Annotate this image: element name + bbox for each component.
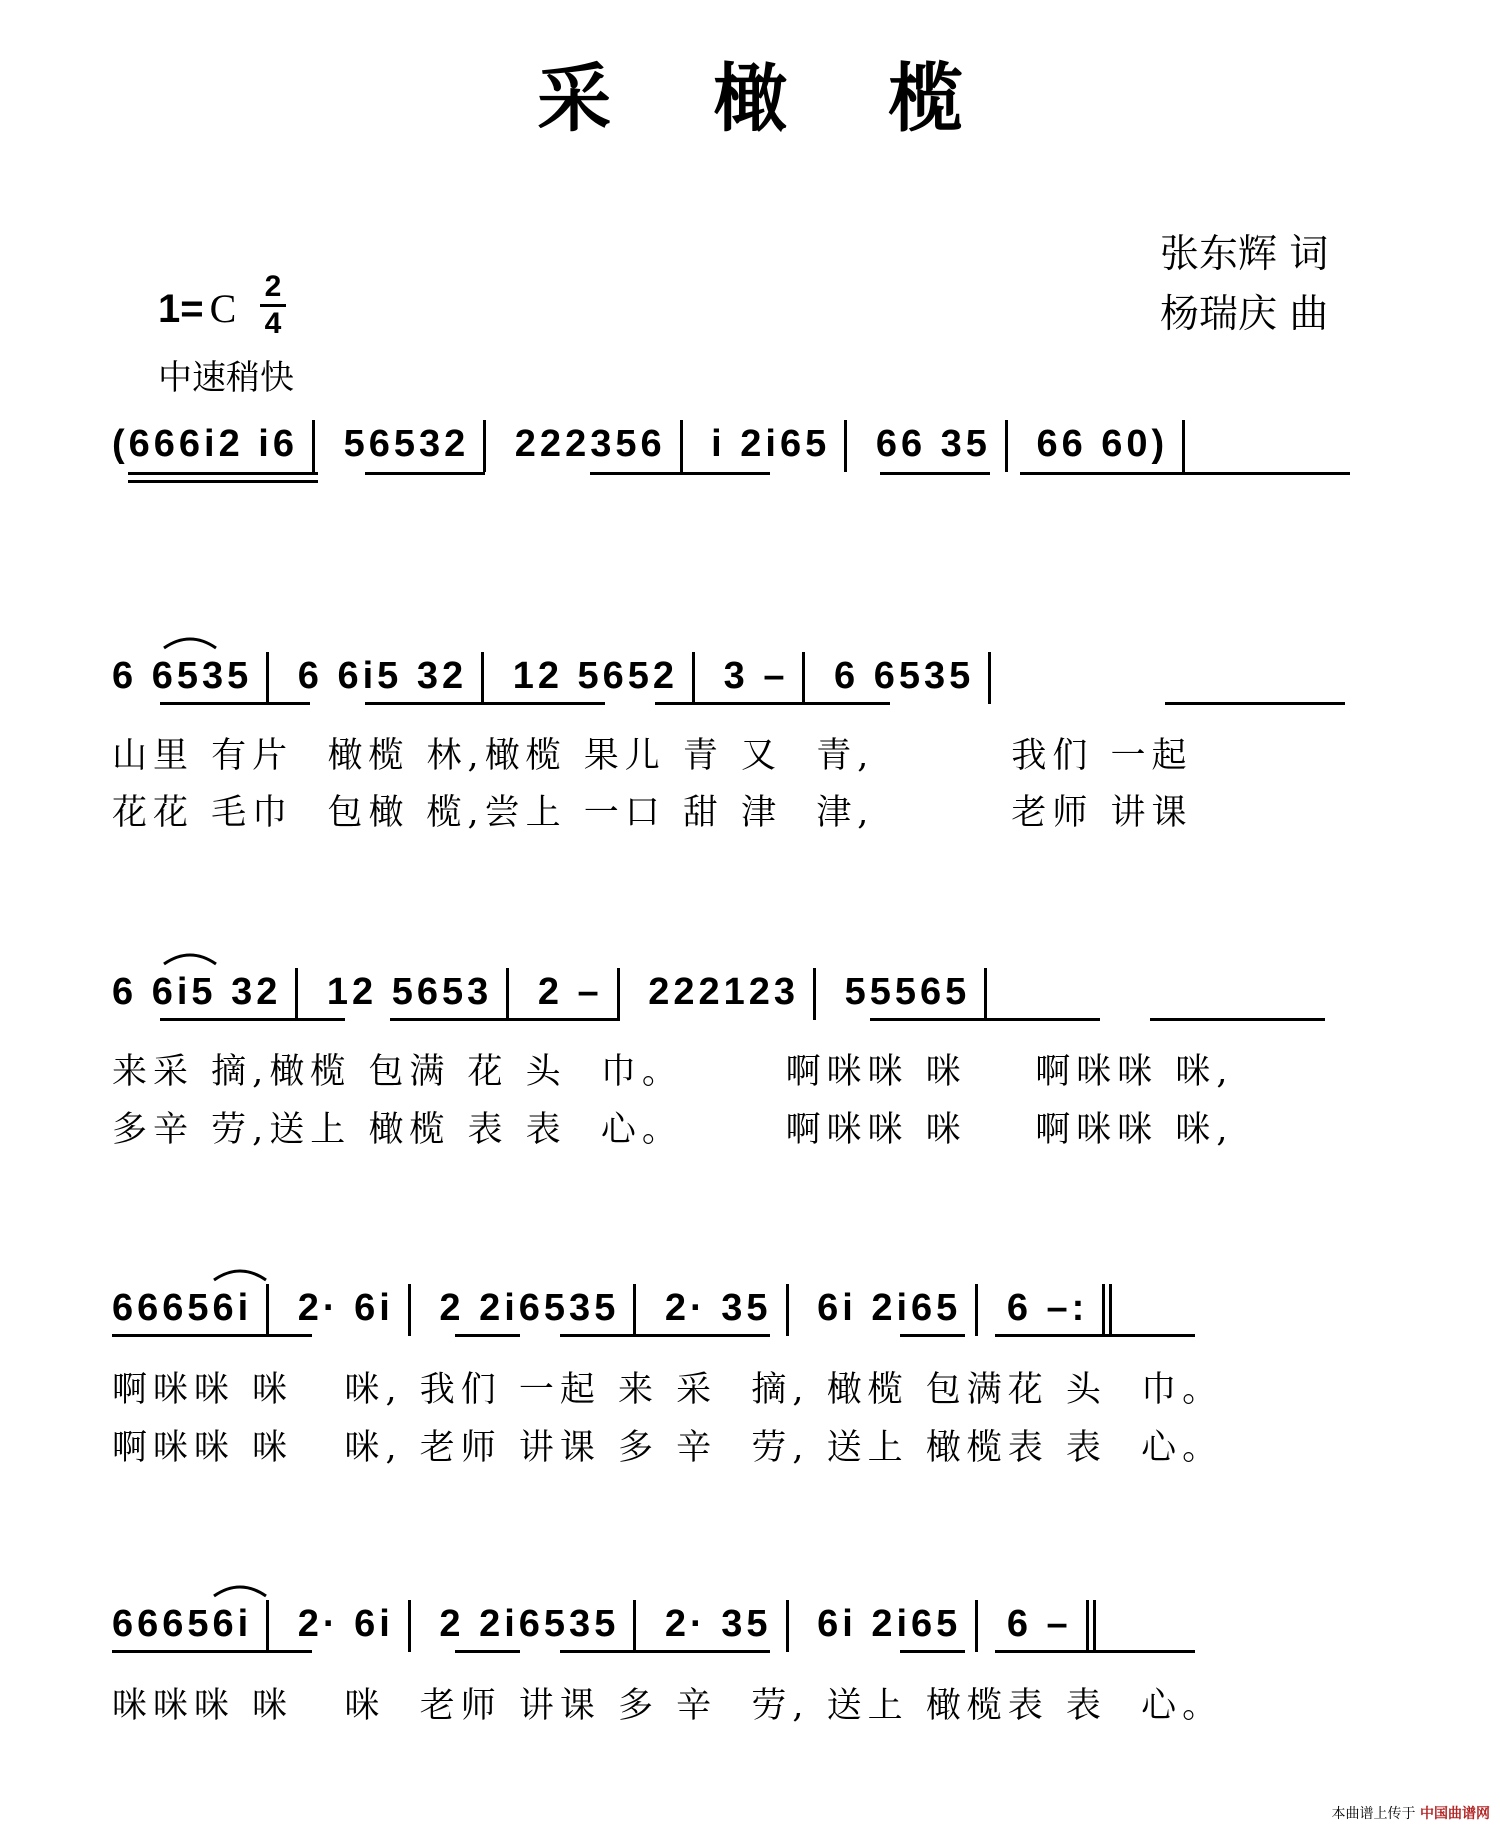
slur [160,946,220,966]
measure: 2· 6i [297,1287,394,1330]
barline [1182,420,1185,472]
beam-underline [880,472,990,475]
barline [408,1284,411,1336]
barline [975,1600,978,1652]
barline [786,1600,789,1652]
beam-underline [390,1018,620,1021]
barline [692,652,695,704]
key-note: C [209,286,237,331]
notation-row-2 [112,968,1001,1020]
measure: 222123 [648,971,800,1014]
time-signature [260,270,286,341]
notation-row-3 [112,1284,1125,1336]
barline [844,420,847,472]
measure: 66656i [112,1287,253,1330]
measure: 66 60) [1036,423,1169,466]
key-equals: = [180,287,204,331]
tempo-marking: 中速稍快 [158,358,294,398]
composer-credit: 杨瑞庆 曲 [1160,292,1329,337]
measure: 222356 [514,423,666,466]
beam-underline [365,472,485,475]
barline [266,652,269,704]
beam-underline [160,702,310,705]
beam-underline [900,1650,965,1653]
barline [483,420,486,472]
barline [984,968,987,1020]
lyrics-verse-1: 来采 摘,橄榄 包满 花 头 巾。 啊咪咪 咪 啊咪咪 咪, [112,1052,1234,1092]
beam-underline [365,702,605,705]
footer-credit [1332,1803,1490,1823]
meter-top: 2 [264,270,282,303]
lyrics-verse-2: 多辛 劳,送上 橄榄 表 表 心。 啊咪咪 咪 啊咪咪 咪, [112,1110,1234,1150]
measure: 6 6i5 32 [297,655,468,698]
barline [266,1284,269,1336]
intro-row [112,420,1199,472]
beam-underline [160,1018,345,1021]
slur [210,1262,270,1282]
beam-underline [1165,702,1345,705]
barline [975,1284,978,1336]
beam-underline [995,1334,1195,1337]
beam-underline [1150,1018,1325,1021]
beam-underline [655,702,890,705]
barline [680,420,683,472]
lyrics-verse-1: 咪咪咪 咪 咪 老师 讲课 多 辛 劳, 送上 橄榄表 表 心。 [112,1686,1224,1726]
barline [266,1600,269,1652]
barline [813,968,816,1020]
measure: 2 2i6535 [439,1287,620,1330]
beam-underline [455,1650,520,1653]
measure: 2· 35 [664,1287,772,1330]
beam-underline [560,1334,770,1337]
measure: 2 2i6535 [439,1603,620,1646]
slur [160,630,220,650]
beam-underline [128,480,318,483]
beam-underline [1020,472,1210,475]
measure: 55565 [844,971,971,1014]
footer-prefix: 本曲谱上传于 [1331,1806,1416,1822]
key-signature [158,285,236,332]
measure: 12 5652 [512,655,679,698]
measure: i 2i65 [711,423,831,466]
beam-underline [128,472,318,475]
beam-underline [112,1334,312,1337]
song-title: 采 橄 榄 [537,56,1001,142]
barline [617,968,620,1020]
final-barline [1086,1600,1089,1652]
barline [408,1600,411,1652]
beam-underline [560,1650,770,1653]
barline [312,420,315,472]
measure: 6 –: [1006,1287,1089,1330]
beam-underline [1200,472,1350,475]
lyrics-verse-1: 山里 有片 橄榄 林,橄榄 果儿 青 又 青, 我们 一起 [112,736,1193,776]
measure: 6 6535 [834,655,975,698]
measure: 66656i [112,1603,253,1646]
barline [506,968,509,1020]
measure: 56532 [343,423,470,466]
beam-underline [455,1334,520,1337]
measure: 2 – [537,971,603,1014]
repeat-barline [1102,1284,1105,1336]
lyricist-credit: 张东辉 词 [1160,232,1329,277]
barline [1005,420,1008,472]
barline [481,652,484,704]
measure: 6 6i5 32 [112,971,282,1014]
measure: 12 5653 [326,971,493,1014]
lyrics-verse-1: 啊咪咪 咪 咪, 我们 一起 来 采 摘, 橄榄 包满花 头 巾。 [112,1370,1224,1410]
measure: (666i2 i6 [112,423,298,466]
measure: 6 6535 [112,655,253,698]
measure: 2· 35 [664,1603,772,1646]
lyrics-verse-2: 花花 毛巾 包橄 榄,尝上 一口 甜 津 津, 老师 讲课 [112,793,1193,833]
beam-underline [995,1650,1195,1653]
key-one: 1 [158,287,181,331]
beam-underline [112,1650,312,1653]
barline [802,652,805,704]
beam-underline [590,472,770,475]
measure: 3 – [723,655,789,698]
measure: 6i 2i65 [817,1603,962,1646]
barline [633,1284,636,1336]
meter-bottom: 4 [260,304,286,341]
barline [786,1284,789,1336]
notation-row-1 [112,652,1005,704]
lyrics-verse-2: 啊咪咪 咪 咪, 老师 讲课 多 辛 劳, 送上 橄榄表 表 心。 [112,1428,1224,1468]
measure: 66 35 [875,423,991,466]
credits [1160,225,1328,345]
measure: 6i 2i65 [817,1287,962,1330]
beam-underline [900,1334,965,1337]
site-logo: 中国曲谱网 [1420,1806,1490,1822]
barline [988,652,991,704]
measure: 6 – [1006,1603,1072,1646]
measure: 2· 6i [297,1603,394,1646]
slur [210,1578,270,1598]
barline [295,968,298,1020]
notation-row-4 [112,1600,1109,1652]
barline [633,1600,636,1652]
beam-underline [870,1018,1100,1021]
